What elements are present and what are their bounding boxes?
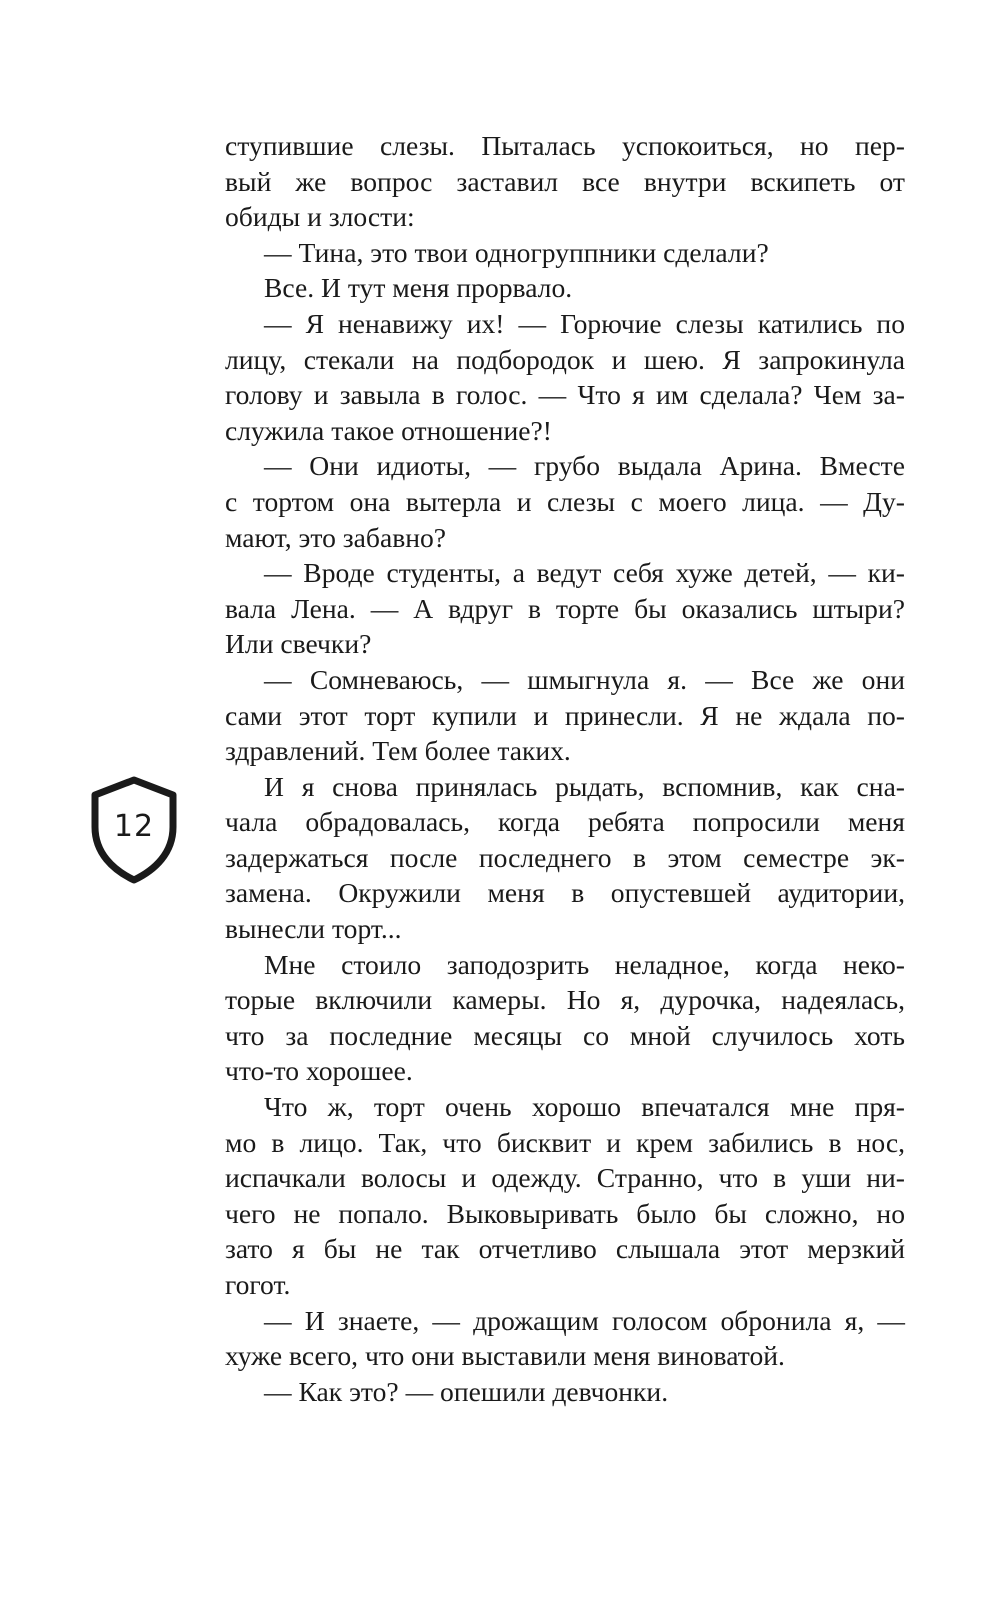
text-line: ступившие слезы. Пыталась успокоиться, но пер- [225, 130, 905, 161]
text-line: — Они идиоты, — грубо выдала Арина. Вместе [264, 450, 905, 482]
text-line: гогот. [225, 1269, 291, 1300]
text-line: сами этот торт купили и принесли. Я не ждала по- [225, 699, 905, 731]
text-line: хуже всего, что они выставили меня виноватой. [225, 1340, 785, 1372]
text-line: — Я ненавижу их! — Горючие слезы катились по [264, 307, 905, 339]
text-line: что-то хорошее. [225, 1055, 413, 1087]
text-line: вый же вопрос заставил все внутри вскипеть от [225, 165, 905, 197]
text-line: здравлений. Тем более таких. [225, 735, 571, 767]
text-line: обиды и злости: [225, 201, 415, 233]
text-line: Мне стоило заподозрить неладное, когда неко- [264, 948, 905, 980]
text-line: — И знаете, — дрожащим голосом обронила я, — [264, 1304, 905, 1336]
page-number-badge [86, 775, 182, 886]
text-line: торые включили камеры. Но я, дурочка, надеялась, [225, 984, 905, 1016]
page-number: 12 [113, 809, 155, 844]
text-line: испачкали волосы и одежду. Странно, что в уши ни- [225, 1162, 905, 1194]
text-line: вала Лена. — А вдруг в торте бы оказались штыри? [225, 592, 905, 624]
text-line: зато я бы не так отчетливо слышала этот мерзкий [225, 1233, 905, 1265]
text-line: Что ж, торт очень хорошо впечатался мне пря- [264, 1091, 905, 1123]
text-line: мают, это забавно? [225, 521, 447, 553]
text-line: что за последние месяцы со мной случилось хоть [225, 1019, 905, 1051]
text-line: — Как это? — опешили девчонки. [264, 1375, 669, 1407]
text-line: задержаться после последнего в этом семестре эк- [225, 841, 905, 873]
text-line: Или свечки? [225, 628, 372, 660]
text-line: с тортом она вытерла и слезы с моего лица. — Ду- [225, 485, 905, 517]
text-line: — Вроде студенты, а ведут себя хуже детей, — ки- [264, 557, 905, 589]
text-line: И я снова принялась рыдать, вспомнив, как сна- [264, 770, 905, 802]
text-line: вынесли торт... [225, 913, 402, 945]
text-line: мо в лицо. Так, что бисквит и крем забились в нос, [225, 1126, 905, 1158]
text-line: — Тина, это твои одногруппники сделали? [264, 236, 769, 268]
text-line: чего не попало. Выковыривать было бы сложно, но [225, 1197, 905, 1229]
book-page-text [225, 128, 905, 1409]
text-line: чала обрадовалась, когда ребята попросили меня [225, 806, 905, 838]
text-line: лицу, стекали на подбородок и шею. Я запрокинула [225, 343, 905, 375]
text-line: голову и завыла в голос. — Что я им сделала? Чем за- [225, 379, 905, 411]
text-line: замена. Окружили меня в опустевшей аудитории, [225, 877, 905, 909]
text-line: Все. И тут меня прорвало. [264, 272, 573, 304]
text-line: служила такое отношение?! [225, 414, 552, 446]
text-line: — Сомневаюсь, — шмыгнула я. — Все же они [264, 663, 905, 695]
